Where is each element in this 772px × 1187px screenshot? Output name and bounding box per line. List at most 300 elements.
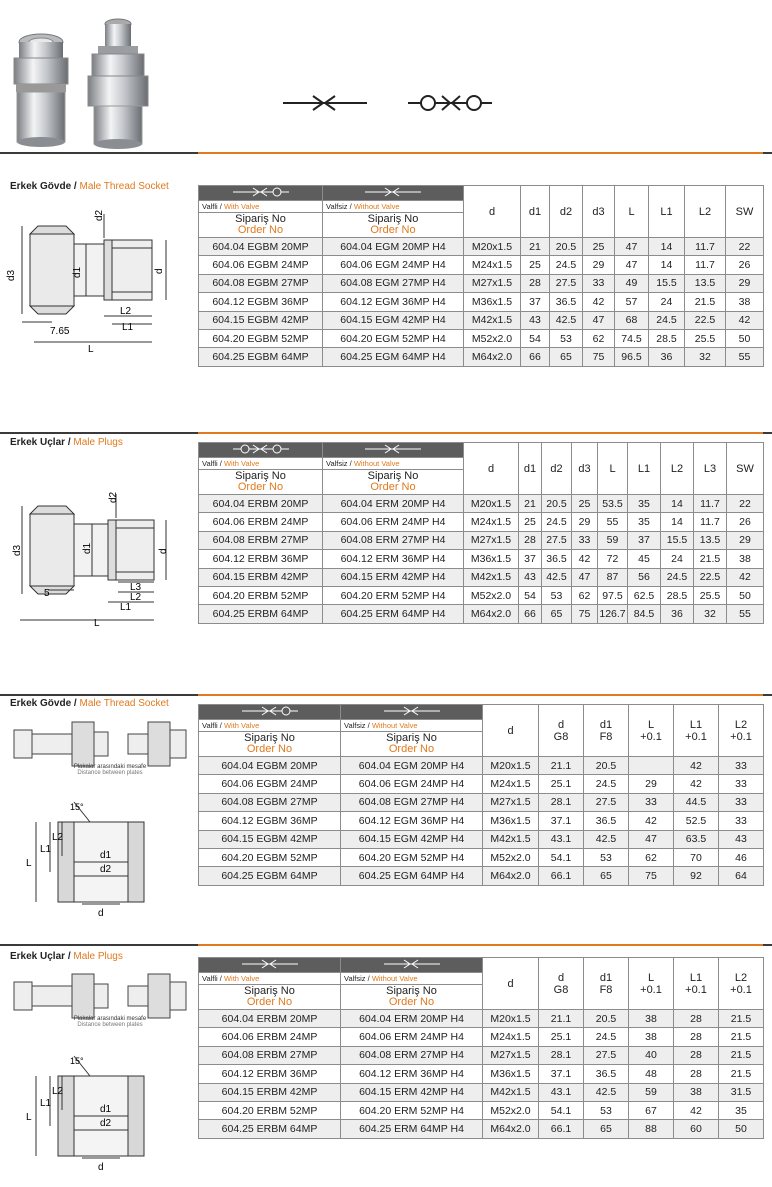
table-cell: 54 xyxy=(521,329,550,347)
table-cell: 13.5 xyxy=(685,274,726,292)
table-cell: 28.5 xyxy=(649,329,685,347)
order-number-cell: 604.06 ERBM 24MP xyxy=(199,1028,341,1046)
col-header: d G8 xyxy=(539,705,584,757)
svg-text:d: d xyxy=(98,908,104,919)
table-cell: 36.5 xyxy=(584,1065,629,1083)
table-cell: 22 xyxy=(727,495,764,513)
svg-text:d2: d2 xyxy=(94,209,105,221)
section-divider-accent xyxy=(198,944,763,946)
without-valve-symbol-icon xyxy=(365,187,421,197)
svg-text:d1: d1 xyxy=(100,850,112,861)
col-header: L1 +0.1 xyxy=(674,958,719,1010)
table-cell: 20.5 xyxy=(542,495,572,513)
table-cell: 66.1 xyxy=(539,867,584,885)
table-row xyxy=(199,793,764,811)
table-cell: 24.5 xyxy=(584,775,629,793)
table-cell: M42x1.5 xyxy=(464,311,521,329)
table-cell: 40 xyxy=(629,1046,674,1064)
col-header: L xyxy=(598,443,628,495)
col-header: d xyxy=(464,443,519,495)
table-cell: 15.5 xyxy=(649,274,685,292)
table-row xyxy=(199,867,764,885)
table-cell: 28 xyxy=(674,1010,719,1028)
order-number-cell: 604.04 EGM 20MP H4 xyxy=(323,238,464,256)
table-cell: M27x1.5 xyxy=(483,793,539,811)
table-cell: 25 xyxy=(583,238,615,256)
table-row xyxy=(199,348,764,366)
order-number-cell: 604.06 EGM 24MP H4 xyxy=(341,775,483,793)
col-header: d G8 xyxy=(539,958,584,1010)
table-row xyxy=(199,586,764,604)
svg-text:d3: d3 xyxy=(6,269,17,281)
spec-table xyxy=(198,185,764,367)
table-cell: 64 xyxy=(719,867,764,885)
table-row xyxy=(199,1010,764,1028)
svg-text:d1: d1 xyxy=(100,1104,112,1115)
table-row xyxy=(199,293,764,311)
table-cell: 33 xyxy=(583,274,615,292)
table-cell: 74.5 xyxy=(615,329,649,347)
svg-text:L1: L1 xyxy=(120,602,132,613)
table-cell: M24x1.5 xyxy=(464,513,519,531)
col-header: L xyxy=(615,186,649,238)
order-number-cell: 604.20 ERBM 52MP xyxy=(199,586,323,604)
svg-text:L2: L2 xyxy=(52,1086,64,1097)
table-cell: 62 xyxy=(572,586,598,604)
table-cell: 28 xyxy=(674,1046,719,1064)
order-number-cell: 604.06 EGBM 24MP xyxy=(199,775,341,793)
table-cell: 35 xyxy=(719,1101,764,1119)
order-number-cell: 604.08 EGBM 27MP xyxy=(199,793,341,811)
order-no-header: Sipariş No Order No xyxy=(199,470,323,495)
table-cell: 47 xyxy=(629,830,674,848)
without-valve-symbol-icon xyxy=(384,959,440,969)
table-cell: 13.5 xyxy=(694,531,727,549)
order-number-cell: 604.15 ERBM 42MP xyxy=(199,568,323,586)
table-cell: 126.7 xyxy=(598,605,628,623)
table-cell: 25 xyxy=(521,256,550,274)
table-cell: 15.5 xyxy=(661,531,694,549)
col-header: d xyxy=(483,705,539,757)
table-cell: 70 xyxy=(674,848,719,866)
table-cell: 62 xyxy=(583,329,615,347)
table-cell: 55 xyxy=(598,513,628,531)
order-number-cell: 604.04 ERBM 20MP xyxy=(199,1010,341,1028)
table-cell: 75 xyxy=(629,867,674,885)
table-row xyxy=(199,256,764,274)
order-number-cell: 604.25 EGM 64MP H4 xyxy=(323,348,464,366)
col-header: d2 xyxy=(542,443,572,495)
table-cell: 29 xyxy=(629,775,674,793)
without-valve-label: Valfsiz / Without Valve xyxy=(323,201,464,213)
table-row xyxy=(199,757,764,775)
svg-text:d2: d2 xyxy=(108,491,119,503)
order-number-cell: 604.04 EGM 20MP H4 xyxy=(341,757,483,775)
table-cell: 33 xyxy=(719,757,764,775)
table-cell xyxy=(629,757,674,775)
col-header: SW xyxy=(727,443,764,495)
order-number-cell: 604.12 ERM 36MP H4 xyxy=(341,1065,483,1083)
table-cell: 22 xyxy=(726,238,764,256)
table-cell: 14 xyxy=(649,256,685,274)
table-cell: 53.5 xyxy=(598,495,628,513)
with-valve-symbol-icon xyxy=(242,706,298,716)
table-cell: 24.5 xyxy=(649,311,685,329)
table-cell: 54.1 xyxy=(539,848,584,866)
table-cell: 49 xyxy=(615,274,649,292)
section-divider-accent xyxy=(198,152,763,154)
spec-table xyxy=(198,704,764,886)
drawing-panel-cutout xyxy=(14,1054,164,1178)
table-cell: 92 xyxy=(674,867,719,885)
table-cell: 42 xyxy=(629,812,674,830)
table-cell: 21.1 xyxy=(539,757,584,775)
with-valve-label: Valfli / With Valve xyxy=(199,720,341,732)
table-cell: M52x2.0 xyxy=(464,329,521,347)
order-no-header: Sipariş No Order No xyxy=(323,213,464,238)
table-cell: 59 xyxy=(598,531,628,549)
col-header: L2 xyxy=(661,443,694,495)
table-cell: 32 xyxy=(685,348,726,366)
svg-text:L: L xyxy=(94,618,100,629)
order-number-cell: 604.12 EGBM 36MP xyxy=(199,812,341,830)
order-no-header: Sipariş No Order No xyxy=(199,985,341,1010)
table-cell: 43.1 xyxy=(539,830,584,848)
table-cell: 66 xyxy=(519,605,542,623)
order-number-cell: 604.04 ERM 20MP H4 xyxy=(341,1010,483,1028)
with-valve-label: Valfli / With Valve xyxy=(199,201,323,213)
order-number-cell: 604.15 EGM 42MP H4 xyxy=(341,830,483,848)
table-cell: 42 xyxy=(674,757,719,775)
table-cell: 42 xyxy=(727,568,764,586)
with-valve-symbol-icon xyxy=(233,444,289,454)
table-cell: 32 xyxy=(694,605,727,623)
table-cell: 45 xyxy=(628,550,661,568)
table-row xyxy=(199,274,764,292)
table-cell: 21.5 xyxy=(685,293,726,311)
table-cell: 42 xyxy=(583,293,615,311)
table-cell: 27.5 xyxy=(584,793,629,811)
order-number-cell: 604.04 EGBM 20MP xyxy=(199,757,341,775)
table-cell: 33 xyxy=(572,531,598,549)
drawing-male-thread-socket xyxy=(8,204,188,354)
table-cell: 36 xyxy=(649,348,685,366)
col-header: d1 xyxy=(519,443,542,495)
table-cell: 66 xyxy=(521,348,550,366)
table-cell: 27.5 xyxy=(584,1046,629,1064)
order-number-cell: 604.06 ERBM 24MP xyxy=(199,513,323,531)
order-number-cell: 604.04 EGBM 20MP xyxy=(199,238,323,256)
table-cell: 55 xyxy=(727,605,764,623)
table-cell: 36.5 xyxy=(542,550,572,568)
col-header: d xyxy=(483,958,539,1010)
product-photo-plug xyxy=(82,14,154,150)
table-cell: 50 xyxy=(719,1120,764,1138)
table-cell: 37 xyxy=(628,531,661,549)
table-cell: 21.5 xyxy=(719,1046,764,1064)
order-number-cell: 604.06 EGM 24MP H4 xyxy=(323,256,464,274)
svg-text:15°: 15° xyxy=(70,802,84,812)
order-number-cell: 604.12 ERBM 36MP xyxy=(199,550,323,568)
product-photo-socket xyxy=(6,30,76,148)
table-cell: 42.5 xyxy=(542,568,572,586)
table-cell: M24x1.5 xyxy=(483,1028,539,1046)
table-cell: 11.7 xyxy=(694,513,727,531)
table-row xyxy=(199,812,764,830)
table-cell: 52.5 xyxy=(674,812,719,830)
order-number-cell: 604.20 EGM 52MP H4 xyxy=(341,848,483,866)
table-cell: M64x2.0 xyxy=(483,1120,539,1138)
order-number-cell: 604.15 EGBM 42MP xyxy=(199,311,323,329)
without-valve-symbol-icon xyxy=(365,444,421,454)
col-header: L +0.1 xyxy=(629,705,674,757)
table-cell: 88 xyxy=(629,1120,674,1138)
table-row xyxy=(199,830,764,848)
svg-text:d: d xyxy=(158,548,169,554)
svg-text:L: L xyxy=(26,1112,32,1123)
table-cell: M20x1.5 xyxy=(464,495,519,513)
table-cell: 21.5 xyxy=(719,1065,764,1083)
table-cell: 42 xyxy=(572,550,598,568)
table-cell: 37 xyxy=(521,293,550,311)
table-cell: 24.5 xyxy=(584,1028,629,1046)
table-cell: 63.5 xyxy=(674,830,719,848)
table-row xyxy=(199,1046,764,1064)
without-valve-symbol-icon xyxy=(384,706,440,716)
col-header: L2 +0.1 xyxy=(719,705,764,757)
col-header: L2 +0.1 xyxy=(719,958,764,1010)
table-cell: 14 xyxy=(661,495,694,513)
table-cell: M64x2.0 xyxy=(464,348,521,366)
order-number-cell: 604.20 ERBM 52MP xyxy=(199,1101,341,1119)
order-number-cell: 604.08 EGM 27MP H4 xyxy=(341,793,483,811)
order-number-cell: 604.25 EGM 64MP H4 xyxy=(341,867,483,885)
coupling-symbol-without-valve-icon xyxy=(283,94,367,112)
table-cell: 65 xyxy=(584,1120,629,1138)
distance-between-plates-caption: Plakalar arasındaki mesafe Distance between plates xyxy=(73,764,147,776)
col-header: d1 F8 xyxy=(584,705,629,757)
svg-text:15°: 15° xyxy=(70,1056,84,1066)
coupling-symbol-with-valve-icon xyxy=(408,92,492,114)
table-cell: M24x1.5 xyxy=(483,775,539,793)
table-cell: 42 xyxy=(726,311,764,329)
table-cell: 28 xyxy=(674,1028,719,1046)
with-valve-label: Valfli / With Valve xyxy=(199,458,323,470)
order-number-cell: 604.08 EGM 27MP H4 xyxy=(323,274,464,292)
col-header: L1 xyxy=(628,443,661,495)
col-header: d xyxy=(464,186,521,238)
table-cell: 35 xyxy=(628,513,661,531)
table-cell: 44.5 xyxy=(674,793,719,811)
section-divider-accent xyxy=(198,432,763,434)
table-row xyxy=(199,329,764,347)
table-cell: 26 xyxy=(727,513,764,531)
order-number-cell: 604.12 ERBM 36MP xyxy=(199,1065,341,1083)
table-cell: 36.5 xyxy=(584,812,629,830)
table-cell: 62.5 xyxy=(628,586,661,604)
table-cell: 42.5 xyxy=(550,311,583,329)
order-number-cell: 604.04 ERBM 20MP xyxy=(199,495,323,513)
table-cell: 53 xyxy=(550,329,583,347)
table-cell: M64x2.0 xyxy=(483,867,539,885)
table-row xyxy=(199,513,764,531)
section-divider-accent xyxy=(198,694,763,696)
table-cell: 43.1 xyxy=(539,1083,584,1101)
order-number-cell: 604.20 ERM 52MP H4 xyxy=(341,1101,483,1119)
table-cell: 28 xyxy=(674,1065,719,1083)
table-cell: 54 xyxy=(519,586,542,604)
table-cell: 29 xyxy=(583,256,615,274)
order-no-header: Sipariş No Order No xyxy=(323,470,464,495)
order-number-cell: 604.25 ERM 64MP H4 xyxy=(323,605,464,623)
table-cell: M52x2.0 xyxy=(483,848,539,866)
table-row xyxy=(199,531,764,549)
without-valve-label: Valfsiz / Without Valve xyxy=(323,458,464,470)
table-cell: 22.5 xyxy=(694,568,727,586)
table-cell: 37 xyxy=(519,550,542,568)
table-cell: M27x1.5 xyxy=(464,274,521,292)
table-row xyxy=(199,550,764,568)
order-number-cell: 604.15 ERBM 42MP xyxy=(199,1083,341,1101)
table-row xyxy=(199,1065,764,1083)
table-cell: 33 xyxy=(719,793,764,811)
table-cell: 53 xyxy=(542,586,572,604)
table-cell: 21.5 xyxy=(694,550,727,568)
table-cell: 20.5 xyxy=(550,238,583,256)
spec-table xyxy=(198,957,764,1139)
table-cell: 42.5 xyxy=(584,830,629,848)
table-cell: 29 xyxy=(572,513,598,531)
table-cell: M20x1.5 xyxy=(464,238,521,256)
col-header: L1 +0.1 xyxy=(674,705,719,757)
table-cell: 22.5 xyxy=(685,311,726,329)
table-cell: 37.1 xyxy=(539,812,584,830)
table-cell: 60 xyxy=(674,1120,719,1138)
table-cell: M20x1.5 xyxy=(483,757,539,775)
order-number-cell: 604.08 ERBM 27MP xyxy=(199,531,323,549)
table-row xyxy=(199,1028,764,1046)
table-cell: 65 xyxy=(542,605,572,623)
table-cell: 50 xyxy=(727,586,764,604)
order-number-cell: 604.15 EGBM 42MP xyxy=(199,830,341,848)
table-cell: 47 xyxy=(615,256,649,274)
table-cell: 28.1 xyxy=(539,793,584,811)
col-header: L3 xyxy=(694,443,727,495)
table-cell: M42x1.5 xyxy=(483,830,539,848)
order-number-cell: 604.08 ERM 27MP H4 xyxy=(323,531,464,549)
table-cell: 67 xyxy=(629,1101,674,1119)
order-number-cell: 604.12 EGM 36MP H4 xyxy=(341,812,483,830)
table-cell: 11.7 xyxy=(685,238,726,256)
table-cell: 47 xyxy=(615,238,649,256)
order-number-cell: 604.12 EGM 36MP H4 xyxy=(323,293,464,311)
table-cell: 24.5 xyxy=(542,513,572,531)
table-row xyxy=(199,1101,764,1119)
table-cell: M27x1.5 xyxy=(483,1046,539,1064)
table-cell: 25.1 xyxy=(539,1028,584,1046)
table-cell: 29 xyxy=(726,274,764,292)
table-cell: 36 xyxy=(661,605,694,623)
col-header: d1 F8 xyxy=(584,958,629,1010)
table-cell: 38 xyxy=(727,550,764,568)
svg-text:L: L xyxy=(26,858,32,869)
table-cell: 24.5 xyxy=(661,568,694,586)
table-cell: 11.7 xyxy=(694,495,727,513)
svg-text:L3: L3 xyxy=(130,582,142,593)
section-title: Erkek Gövde / Male Thread Socket xyxy=(10,181,169,192)
table-cell: 24 xyxy=(661,550,694,568)
table-cell: 25 xyxy=(572,495,598,513)
table-cell: 27.5 xyxy=(550,274,583,292)
distance-between-plates-caption: Plakalar arasındaki mesafe Distance between plates xyxy=(73,1016,147,1028)
table-cell: 25 xyxy=(519,513,542,531)
svg-text:L: L xyxy=(88,344,94,355)
with-valve-label: Valfli / With Valve xyxy=(199,973,341,985)
table-cell: 97.5 xyxy=(598,586,628,604)
table-cell: 25.5 xyxy=(694,586,727,604)
table-cell: 21 xyxy=(521,238,550,256)
table-cell: 29 xyxy=(727,531,764,549)
table-cell: 53 xyxy=(584,848,629,866)
order-no-header: Sipariş No Order No xyxy=(341,985,483,1010)
table-cell: 48 xyxy=(629,1065,674,1083)
svg-text:7.65: 7.65 xyxy=(50,326,70,337)
svg-text:d1: d1 xyxy=(72,266,83,278)
table-cell: 87 xyxy=(598,568,628,586)
table-row xyxy=(199,311,764,329)
table-row xyxy=(199,238,764,256)
table-cell: M36x1.5 xyxy=(483,812,539,830)
order-number-cell: 604.15 EGM 42MP H4 xyxy=(323,311,464,329)
table-cell: 33 xyxy=(719,812,764,830)
table-cell: 46 xyxy=(719,848,764,866)
table-cell: M27x1.5 xyxy=(464,531,519,549)
table-cell: 21.5 xyxy=(719,1010,764,1028)
table-cell: 37.1 xyxy=(539,1065,584,1083)
order-number-cell: 604.25 ERBM 64MP xyxy=(199,605,323,623)
table-cell: 36.5 xyxy=(550,293,583,311)
table-cell: 62 xyxy=(629,848,674,866)
table-row xyxy=(199,605,764,623)
svg-text:L1: L1 xyxy=(40,844,52,855)
table-cell: 43 xyxy=(521,311,550,329)
table-row xyxy=(199,495,764,513)
table-cell: 42.5 xyxy=(584,1083,629,1101)
table-cell: 25.5 xyxy=(685,329,726,347)
spec-table xyxy=(198,442,764,624)
order-number-cell: 604.25 ERBM 64MP xyxy=(199,1120,341,1138)
svg-text:5: 5 xyxy=(44,588,50,599)
table-cell: M36x1.5 xyxy=(483,1065,539,1083)
with-valve-symbol-icon xyxy=(242,959,298,969)
table-cell: 33 xyxy=(719,775,764,793)
table-cell: 21 xyxy=(519,495,542,513)
col-header: L2 xyxy=(685,186,726,238)
table-cell: 20.5 xyxy=(584,757,629,775)
svg-text:d3: d3 xyxy=(12,544,23,556)
table-cell: M52x2.0 xyxy=(483,1101,539,1119)
svg-text:d2: d2 xyxy=(100,864,112,875)
table-cell: 28 xyxy=(519,531,542,549)
section-title: Erkek Gövde / Male Thread Socket xyxy=(10,698,169,709)
table-cell: M24x1.5 xyxy=(464,256,521,274)
order-number-cell: 604.25 EGBM 64MP xyxy=(199,348,323,366)
without-valve-label: Valfsiz / Without Valve xyxy=(341,720,483,732)
table-cell: 75 xyxy=(583,348,615,366)
table-row xyxy=(199,1083,764,1101)
table-cell: 57 xyxy=(615,293,649,311)
svg-text:L1: L1 xyxy=(40,1098,52,1109)
